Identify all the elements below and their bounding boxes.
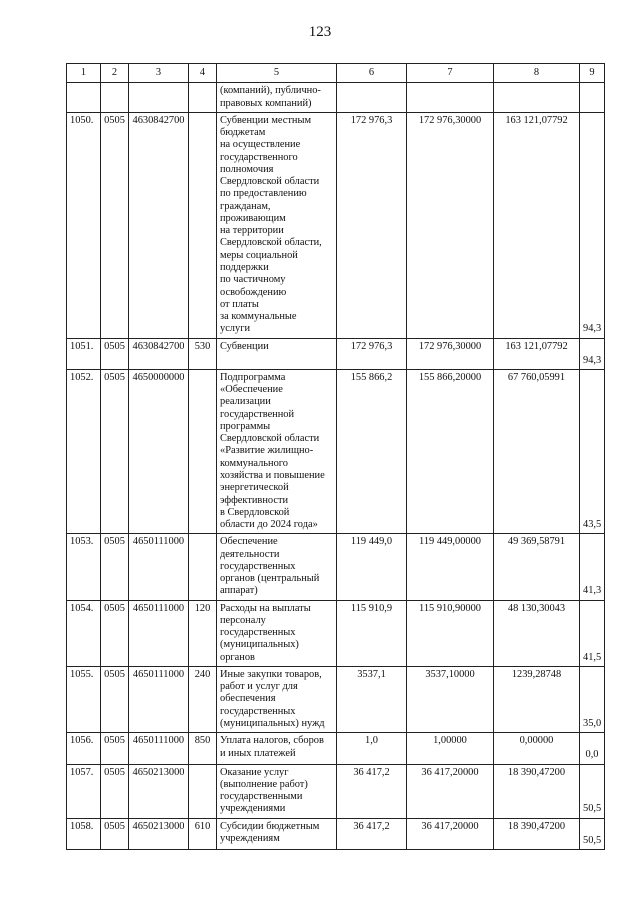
table-row	[67, 764, 605, 818]
column-header: 5	[217, 64, 337, 83]
execution-percent	[580, 83, 605, 113]
target-code: 4650213000	[129, 818, 189, 849]
table-row	[67, 733, 605, 764]
section-code: 0505	[101, 369, 129, 533]
item-name: Оказание услуг (выполнение работ) государственными учреждениями	[217, 764, 337, 818]
section-code: 0505	[101, 733, 129, 764]
expense-type-code: 530	[189, 338, 217, 369]
planned-amount: 172 976,3	[337, 338, 407, 369]
row-number: 1050.	[67, 112, 101, 338]
row-number: 1054.	[67, 600, 101, 666]
execution-percent-value: 0,0	[585, 749, 599, 761]
executed-amount: 163 121,07792	[494, 112, 580, 338]
target-code: 4630842700	[129, 338, 189, 369]
item-name: Иные закупки товаров, работ и услуг для обеспечения государственных (муниципальных) нужд	[217, 666, 337, 732]
row-number: 1056.	[67, 733, 101, 764]
item-name: Субвенции	[217, 338, 337, 369]
target-code: 4630842700	[129, 112, 189, 338]
execution-percent-value: 94,3	[583, 354, 602, 366]
table-row	[67, 112, 605, 338]
section-code: 0505	[101, 600, 129, 666]
target-code: 4650111000	[129, 666, 189, 732]
executed-amount: 67 760,05991	[494, 369, 580, 533]
column-header: 3	[129, 64, 189, 83]
specified-amount: 1,00000	[407, 733, 494, 764]
execution-percent-value: 94,3	[583, 323, 602, 335]
executed-amount: 18 390,47200	[494, 764, 580, 818]
table-row	[67, 369, 605, 533]
target-code: 4650111000	[129, 600, 189, 666]
planned-amount: 115 910,9	[337, 600, 407, 666]
table-row	[67, 338, 605, 369]
execution-percent	[580, 666, 605, 732]
execution-percent	[580, 600, 605, 666]
execution-percent	[580, 764, 605, 818]
row-number: 1057.	[67, 764, 101, 818]
execution-percent	[580, 338, 605, 369]
expense-type-code: 610	[189, 818, 217, 849]
column-header: 8	[494, 64, 580, 83]
page-number: 123	[308, 24, 332, 40]
item-name: Обеспечение деятельности государственных органов (центральный аппарат)	[217, 534, 337, 600]
execution-percent-value: 41,3	[583, 585, 602, 597]
planned-amount: 3537,1	[337, 666, 407, 732]
execution-percent	[580, 112, 605, 338]
planned-amount: 155 866,2	[337, 369, 407, 533]
item-name: Уплата налогов, сборов и иных платежей	[217, 733, 337, 764]
executed-amount: 163 121,07792	[494, 338, 580, 369]
specified-amount: 115 910,90000	[407, 600, 494, 666]
planned-amount: 172 976,3	[337, 112, 407, 338]
item-name: Расходы на выплаты персоналу государственных (муниципальных) органов	[217, 600, 337, 666]
table-row	[67, 600, 605, 666]
execution-percent	[580, 369, 605, 533]
target-code: 4650111000	[129, 733, 189, 764]
execution-percent	[580, 818, 605, 849]
table-body	[67, 83, 605, 850]
item-name: Подпрограмма «Обеспечение реализации государственной программы Свердловской области «Развитие жилищно- коммунального хозяйства и повышение энергетической эффективности в Свердловской области до 2024 года»	[217, 369, 337, 533]
column-header: 4	[189, 64, 217, 83]
execution-percent-value	[583, 96, 601, 110]
planned-amount: 36 417,2	[337, 764, 407, 818]
specified-amount: 119 449,00000	[407, 534, 494, 600]
execution-percent	[580, 534, 605, 600]
section-code: 0505	[101, 112, 129, 338]
expense-type-code	[189, 534, 217, 600]
target-code: 4650213000	[129, 764, 189, 818]
planned-amount: 119 449,0	[337, 534, 407, 600]
row-number	[67, 83, 101, 113]
section-code: 0505	[101, 666, 129, 732]
executed-amount: 0,00000	[494, 733, 580, 764]
expense-type-code: 120	[189, 600, 217, 666]
section-code: 0505	[101, 764, 129, 818]
section-code: 0505	[101, 338, 129, 369]
executed-amount: 48 130,30043	[494, 600, 580, 666]
item-name: Субвенции местным бюджетам на осуществление государственного полномочия Свердловской области по предоставлению гражданам, проживающим на территории Свердловской области, меры социальной поддержки по частичному освобождению от платы за коммунальные услуги	[217, 112, 337, 338]
section-code	[101, 83, 129, 113]
expense-type-code	[189, 764, 217, 818]
executed-amount	[494, 83, 580, 113]
planned-amount: 36 417,2	[337, 818, 407, 849]
execution-percent-value: 43,5	[583, 519, 602, 531]
budget-table	[66, 63, 605, 850]
row-number: 1058.	[67, 818, 101, 849]
executed-amount: 1239,28748	[494, 666, 580, 732]
row-number: 1052.	[67, 369, 101, 533]
executed-amount: 18 390,47200	[494, 818, 580, 849]
column-header: 9	[580, 64, 605, 83]
execution-percent-value: 50,5	[583, 803, 602, 815]
expense-type-code	[189, 112, 217, 338]
expense-type-code: 240	[189, 666, 217, 732]
expense-type-code: 850	[189, 733, 217, 764]
planned-amount: 1,0	[337, 733, 407, 764]
execution-percent-value: 41,5	[583, 651, 602, 663]
target-code: 4650111000	[129, 534, 189, 600]
item-name: Субсидии бюджетным учреждениям	[217, 818, 337, 849]
expense-type-code	[189, 369, 217, 533]
item-name: (компаний), публично- правовых компаний)	[217, 83, 337, 113]
table-row	[67, 83, 605, 113]
row-number: 1053.	[67, 534, 101, 600]
execution-percent-value: 35,0	[583, 718, 602, 730]
specified-amount: 36 417,20000	[407, 764, 494, 818]
specified-amount: 172 976,30000	[407, 338, 494, 369]
column-header: 1	[67, 64, 101, 83]
executed-amount: 49 369,58791	[494, 534, 580, 600]
target-code	[129, 83, 189, 113]
column-header: 6	[337, 64, 407, 83]
planned-amount	[337, 83, 407, 113]
target-code: 4650000000	[129, 369, 189, 533]
section-code: 0505	[101, 534, 129, 600]
execution-percent-value: 50,5	[583, 834, 602, 846]
table-row	[67, 666, 605, 732]
specified-amount: 172 976,30000	[407, 112, 494, 338]
specified-amount: 36 417,20000	[407, 818, 494, 849]
section-code: 0505	[101, 818, 129, 849]
row-number: 1055.	[67, 666, 101, 732]
execution-percent	[580, 733, 605, 764]
expense-type-code	[189, 83, 217, 113]
table-row	[67, 818, 605, 849]
column-header: 2	[101, 64, 129, 83]
specified-amount: 155 866,20000	[407, 369, 494, 533]
specified-amount: 3537,10000	[407, 666, 494, 732]
specified-amount	[407, 83, 494, 113]
column-header: 7	[407, 64, 494, 83]
header-row	[67, 64, 605, 83]
table-row	[67, 534, 605, 600]
row-number: 1051.	[67, 338, 101, 369]
